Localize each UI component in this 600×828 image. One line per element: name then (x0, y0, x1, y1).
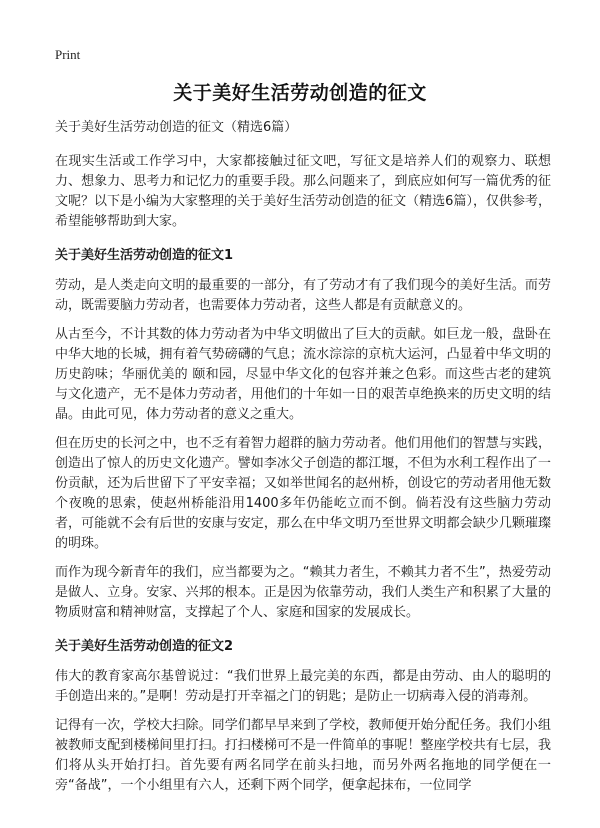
section-2-paragraph: 伟大的教育家高尔基曾说过：“我们世界上最完美的东西，都是由劳动、由人的聪明的手创造出来的。”是啊！劳动是打开幸福之门的钥匙；是防止一切病毒入侵的消毒剂。 (55, 669, 551, 704)
section-1-heading: 关于美好生活劳动创造的征文1 (55, 248, 234, 263)
section-2-paragraph: 记得有一次，学校大扫除。同学们都早早来到了学校，教师便开始分配任务。我们小组被教师支配到楼梯间里打扫。打扫楼梯可不是一件简单的事呢！整座学校共有七层，我们将从头开始打扫。首先要有两名同学在前头扫地，而另外两名拖地的同学便在一旁“备战”，一个小组里有六人，还剩下两个同学，便拿起抹布，一位同学 (55, 718, 551, 793)
section-1-paragraph: 而作为现今新青年的我们，应当都要为之。“赖其力者生，不赖其力者不生”，热爱劳动是做人、立身。安家、兴邦的根本。正是因为依靠劳动，我们人类生产和积累了大量的物质财富和精神财富，支撑起了个人、家庭和国家的发展成长。 (55, 565, 551, 620)
page-title: 关于美好生活劳动创造的征文 (173, 82, 427, 104)
section-1-paragraph: 从古至今，不计其数的体力劳动者为中华文明做出了巨大的贡献。如巨龙一般，盘卧在中华大地的长城，拥有着气势磅礴的气息；流水淙淙的京杭大运河，凸显着中华文明的历史韵味；华丽优美的 颐和园，尽显中华文化的包容并兼之色彩。而这些古老的建筑与文化遗产，无不是体力劳动者，用他们的十年如一日的艰苦卓绝换来的历史文明的结晶。由此可见，体力劳动者的意义之重大。 (55, 327, 551, 422)
intro-paragraph: 在现实生活或工作学习中，大家都接触过征文吧，写征文是培养人们的观察力、联想力、想象力、思考力和记忆力的重要手段。那么问题来了，到底应如何写一篇优秀的征文呢？以下是小编为大家整理的关于美好生活劳动创造的征文（精选6篇），仅供参考，希望能够帮助到大家。 (55, 154, 551, 229)
article-subtitle: 关于美好生活劳动创造的征文（精选6篇） (55, 120, 298, 135)
section-2-heading: 关于美好生活劳动创造的征文2 (55, 639, 234, 654)
article-body (55, 118, 551, 805)
print-link[interactable]: Print (55, 47, 81, 62)
section-1-paragraph: 劳动，是人类走向文明的最重要的一部分，有了劳动才有了我们现今的美好生活。而劳动，既需要脑力劳动者，也需要体力劳动者，这些人都是有贡献意义的。 (55, 278, 551, 313)
section-1-paragraph: 但在历史的长河之中，也不乏有着智力超群的脑力劳动者。他们用他们的智慧与实践，创造出了惊人的历史文化遗产。譬如李冰父子创造的都江堰，不但为水利工程作出了一份贡献，还为后世留下了平安幸福；又如举世闻名的赵州桥，创设它的劳动者用他无数个夜晚的思索，使赵州桥能沿用1400多年仍能屹立而不倒。倘若没有这些脑力劳动者，可能就不会有后世的安康与安定，那么在中华文明乃至世界文明都会缺少几颗璀璨的明珠。 (55, 436, 551, 551)
